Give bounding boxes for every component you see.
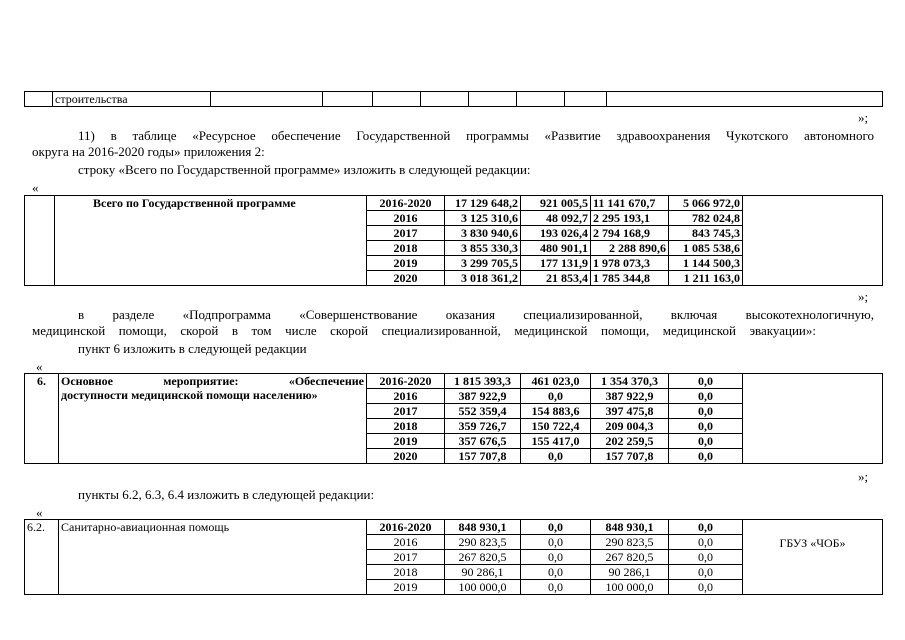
federal-cell: 480 901,1 — [521, 241, 591, 256]
other-cell: 0,0 — [669, 374, 743, 389]
regional-cell: 1 785 344,8 — [591, 271, 669, 286]
federal-cell: 0,0 — [521, 580, 591, 595]
period-cell: 2018 — [367, 419, 445, 434]
period-cell: 2016 — [367, 389, 445, 404]
federal-cell: 0,0 — [521, 389, 591, 404]
opening-quote-2: « — [36, 359, 43, 374]
total-cell: 3 299 705,5 — [445, 256, 521, 271]
other-cell: 1 211 163,0 — [669, 271, 743, 286]
total-cell: 267 820,5 — [445, 550, 521, 565]
regional-cell: 848 930,1 — [591, 520, 669, 535]
federal-cell: 461 023,0 — [521, 374, 591, 389]
period-cell: 2016 — [367, 211, 445, 226]
other-cell: 0,0 — [669, 550, 743, 565]
regional-cell: 267 820,5 — [591, 550, 669, 565]
regional-cell: 1 354 370,3 — [591, 374, 669, 389]
other-cell: 0,0 — [669, 419, 743, 434]
period-cell: 2016-2020 — [367, 374, 445, 389]
program-total-table — [24, 195, 883, 286]
table-row — [25, 520, 883, 535]
para2-line2: медицинской помощи, скорой в том числе скорой специализированной, медицинской помощи, медицинской эвакуации»: — [32, 323, 816, 338]
para2-line1: в разделе «Подпрограмма «Совершенствование оказания специализированной, включая высокотехнологичную, — [78, 307, 874, 322]
period-cell: 2020 — [367, 449, 445, 464]
period-cell: 2017 — [367, 550, 445, 565]
opening-quote-1: « — [32, 180, 39, 195]
regional-cell: 2 288 890,6 — [591, 241, 669, 256]
total-cell: 3 855 330,3 — [445, 241, 521, 256]
federal-cell: 177 131,9 — [521, 256, 591, 271]
other-cell: 843 745,3 — [669, 226, 743, 241]
period-cell: 2019 — [367, 580, 445, 595]
total-cell: 359 726,7 — [445, 419, 521, 434]
table-row — [25, 196, 883, 211]
federal-cell: 154 883,6 — [521, 404, 591, 419]
period-cell: 2019 — [367, 434, 445, 449]
federal-cell: 0,0 — [521, 535, 591, 550]
closing-quote-3: »; — [858, 469, 869, 484]
regional-cell: 1 978 073,3 — [591, 256, 669, 271]
period-cell: 2019 — [367, 256, 445, 271]
para2-line3: пункт 6 изложить в следующей редакции — [78, 341, 307, 356]
top-row-label: строительства — [53, 92, 211, 107]
total-cell: 387 922,9 — [445, 389, 521, 404]
period-cell: 2018 — [367, 565, 445, 580]
total-cell: 3 018 361,2 — [445, 271, 521, 286]
item6-table — [24, 373, 883, 464]
program-total-label: Всего по Государственной программе — [55, 196, 367, 286]
total-cell: 3 125 310,6 — [445, 211, 521, 226]
total-cell: 100 000,0 — [445, 580, 521, 595]
item-number: 6. — [25, 374, 59, 464]
para3-line1: пункты 6.2, 6.3, 6.4 изложить в следующей редакции: — [78, 487, 375, 502]
other-cell: 0,0 — [669, 434, 743, 449]
regional-cell: 397 475,8 — [591, 404, 669, 419]
closing-quote-2: »; — [858, 289, 869, 304]
federal-cell: 0,0 — [521, 520, 591, 535]
other-cell: 0,0 — [669, 535, 743, 550]
item-number: 6.2. — [25, 520, 59, 595]
regional-cell: 100 000,0 — [591, 580, 669, 595]
other-cell: 5 066 972,0 — [669, 196, 743, 211]
regional-cell: 202 259,5 — [591, 434, 669, 449]
total-cell: 290 823,5 — [445, 535, 521, 550]
item6-2-label: Санитарно-авиационная помощь — [59, 520, 367, 595]
federal-cell: 150 722,4 — [521, 419, 591, 434]
regional-cell: 2 295 193,1 — [591, 211, 669, 226]
executor-cell: ГБУЗ «ЧОБ» — [743, 520, 883, 595]
total-cell: 357 676,5 — [445, 434, 521, 449]
other-cell: 1 085 538,6 — [669, 241, 743, 256]
opening-quote-3: « — [36, 505, 43, 520]
table-row — [25, 374, 883, 389]
regional-cell: 11 141 670,7 — [591, 196, 669, 211]
federal-cell: 193 026,4 — [521, 226, 591, 241]
regional-cell: 157 707,8 — [591, 449, 669, 464]
item6-label: Основное мероприятие: «Обеспечение доступности медицинской помощи населению» — [59, 374, 367, 464]
period-cell: 2018 — [367, 241, 445, 256]
regional-cell: 2 794 168,9 — [591, 226, 669, 241]
federal-cell: 921 005,5 — [521, 196, 591, 211]
other-cell: 1 144 500,3 — [669, 256, 743, 271]
para1-line3: строку «Всего по Государственной программе» изложить в следующей редакции: — [78, 162, 531, 177]
regional-cell: 387 922,9 — [591, 389, 669, 404]
para1-line2: округа на 2016-2020 годы» приложения 2: — [32, 144, 265, 159]
federal-cell: 155 417,0 — [521, 434, 591, 449]
other-cell: 782 024,8 — [669, 211, 743, 226]
regional-cell: 290 823,5 — [591, 535, 669, 550]
para1-line1: 11) в таблице «Ресурсное обеспечение Государственной программы «Развитие здравоохранения Чукотского автономного — [78, 128, 874, 143]
federal-cell: 48 092,7 — [521, 211, 591, 226]
period-cell: 2017 — [367, 404, 445, 419]
period-cell: 2016 — [367, 535, 445, 550]
closing-quote-1: »; — [858, 110, 869, 125]
other-cell: 0,0 — [669, 520, 743, 535]
regional-cell: 209 004,3 — [591, 419, 669, 434]
federal-cell: 21 853,4 — [521, 271, 591, 286]
other-cell: 0,0 — [669, 580, 743, 595]
period-cell: 2020 — [367, 271, 445, 286]
other-cell: 0,0 — [669, 389, 743, 404]
period-cell: 2017 — [367, 226, 445, 241]
total-cell: 157 707,8 — [445, 449, 521, 464]
total-cell: 848 930,1 — [445, 520, 521, 535]
top-table — [24, 91, 883, 107]
period-cell: 2016-2020 — [367, 196, 445, 211]
other-cell: 0,0 — [669, 565, 743, 580]
item6-2-table — [24, 519, 883, 595]
other-cell: 0,0 — [669, 449, 743, 464]
other-cell: 0,0 — [669, 404, 743, 419]
regional-cell: 90 286,1 — [591, 565, 669, 580]
total-cell: 17 129 648,2 — [445, 196, 521, 211]
total-cell: 3 830 940,6 — [445, 226, 521, 241]
federal-cell: 0,0 — [521, 449, 591, 464]
total-cell: 1 815 393,3 — [445, 374, 521, 389]
total-cell: 552 359,4 — [445, 404, 521, 419]
federal-cell: 0,0 — [521, 550, 591, 565]
federal-cell: 0,0 — [521, 565, 591, 580]
total-cell: 90 286,1 — [445, 565, 521, 580]
period-cell: 2016-2020 — [367, 520, 445, 535]
